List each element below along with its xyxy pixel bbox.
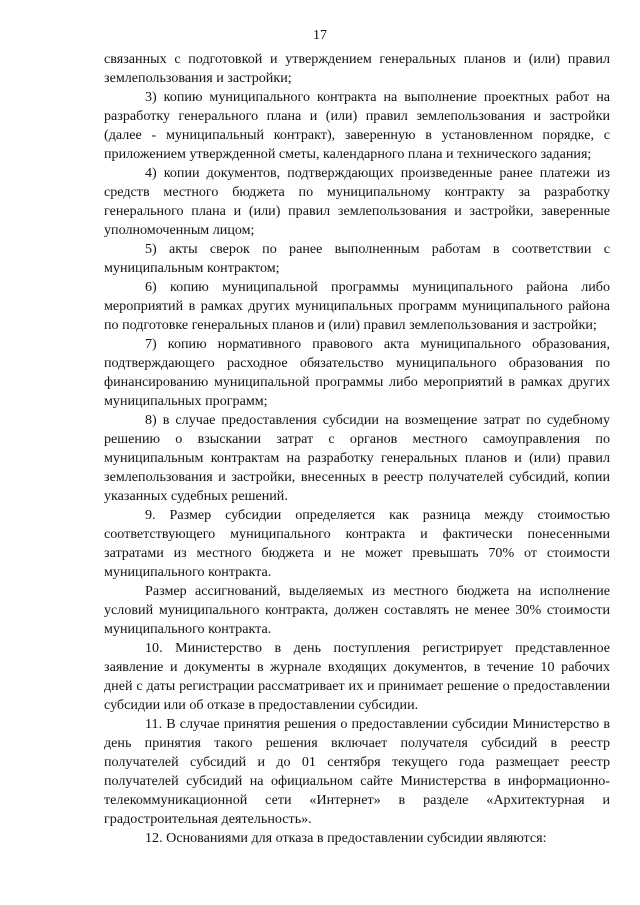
paragraph-item-7: 7) копию нормативного правового акта муниципального образования, подтверждающего расходное обязательство муниципального образования по финансированию муниципальной программы либо мероприятий в рамках других муниципальных программ; xyxy=(104,336,610,409)
document-body xyxy=(104,50,610,848)
paragraph-item-5: 5) акты сверок по ранее выполненным работам в соответствии с муниципальным контрактом; xyxy=(104,241,610,276)
paragraph-clause-10: 10. Министерство в день поступления регистрирует представленное заявление и документы в журнале входящих документов, в течение 10 рабочих дней с даты регистрации рассматривает их и принимает решение о предоставлении субсидии или об отказе в предоставлении субсидии. xyxy=(104,640,610,713)
paragraph-clause-12: 12. Основаниями для отказа в предоставлении субсидии являются: xyxy=(145,830,547,846)
paragraph-item-8: 8) в случае предоставления субсидии на возмещение затрат по судебному решению о взыскании затрат с органов местного самоуправления по муниципальным контрактам на разработку генеральных планов и (или) правил землепользования и застройки, внесенных в реестр получателей субсидий, копии указанных судебных решений. xyxy=(104,412,610,504)
paragraph-item-4: 4) копии документов, подтверждающих произведенные ранее платежи из средств местного бюджета по муниципальному контракту за разработку генерального плана и (или) правил землепользования и застройки, заверенные уполномоченным лицом; xyxy=(104,165,610,238)
paragraph-clause-9: 9. Размер субсидии определяется как разница между стоимостью соответствующего муниципального контракта и фактически понесенными затратами из местного бюджета и не может превышать 70% от стоимости муниципального контракта. xyxy=(104,507,610,580)
paragraph-continuation: связанных с подготовкой и утверждением генеральных планов и (или) правил землепользования и застройки; xyxy=(104,51,610,86)
page-number: 17 xyxy=(313,28,327,43)
paragraph-clause-9-allocation: Размер ассигнований, выделяемых из местного бюджета на исполнение условий муниципального контракта, должен составлять не менее 30% стоимости муниципального контракта. xyxy=(104,583,610,637)
paragraph-clause-11: 11. В случае принятия решения о предоставлении субсидии Министерство в день принятия такого решения включает получателя субсидий в реестр получателей субсидий и до 01 сентября текущего года размещает реестр получателей субсидий на официальном сайте Министерства в информационно-телекоммуникационной сети «Интернет» в разделе «Архитектурная и градостроительная деятельность». xyxy=(104,716,610,827)
paragraph-item-6: 6) копию муниципальной программы муниципального района либо мероприятий в рамках других муниципальных программ муниципального района по подготовке генеральных планов и (или) правил землепользования и застройки; xyxy=(104,279,610,333)
paragraph-item-3: 3) копию муниципального контракта на выполнение проектных работ на разработку генерального плана и (или) правил землепользования и застройки (далее - муниципальный контракт), заверенную в установленном порядке, с приложением утвержденной сметы, календарного плана и технического задания; xyxy=(104,89,610,162)
